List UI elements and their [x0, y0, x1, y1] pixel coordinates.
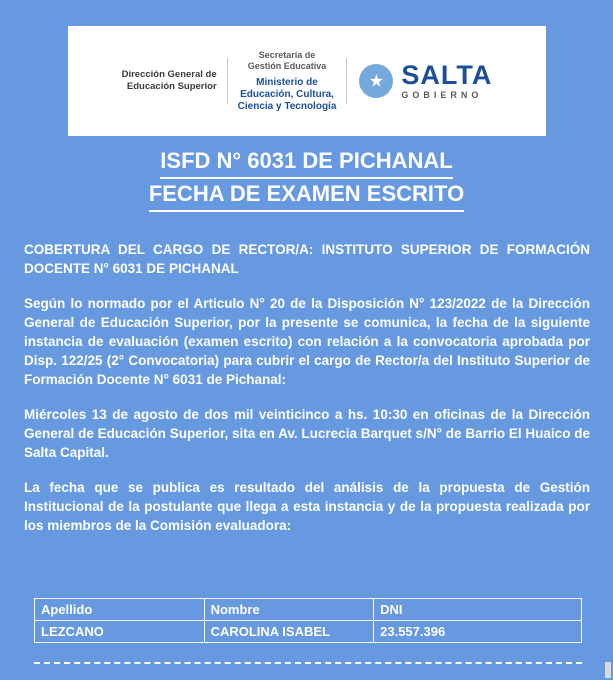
column-header-dni: DNI [374, 599, 582, 621]
cell-dni: 23.557.396 [374, 621, 582, 643]
column-header-apellido: Apellido [35, 599, 205, 621]
cell-nombre: CAROLINA ISABEL [204, 621, 374, 643]
letterhead-left-line2: Educación Superior [126, 81, 217, 92]
table-header-row [35, 599, 582, 621]
sun-emblem-icon [359, 64, 393, 98]
cell-apellido: LEZCANO [35, 621, 205, 643]
letterhead-content [122, 50, 493, 113]
letterhead-secretariat [238, 50, 337, 72]
candidates-table [34, 598, 582, 643]
candidates-table-wrapper [34, 598, 582, 643]
page-title-line1-wrap [0, 146, 613, 179]
page-title-line2-wrap [0, 179, 613, 212]
paragraph-subject: COBERTURA DEL CARGO DE RECTOR/A: INSTITUTO SUPERIOR DE FORMACIÓN DOCENTE N° 6031 DE PICHANAL [24, 242, 590, 276]
brand-text [401, 62, 492, 100]
brand-name: SALTA [401, 60, 493, 90]
table-row [35, 621, 582, 643]
letterhead-ministry [238, 77, 337, 113]
page-title-line1: ISFD N° 6031 DE PICHANAL [160, 146, 452, 179]
brand-subtitle: GOBIERNO [401, 90, 483, 100]
letterhead-mid-top-line2: Gestión Educativa [247, 60, 327, 71]
letterhead-mid-top-line1: Secretaría de [258, 49, 316, 60]
table-head [35, 599, 582, 621]
document-body [24, 240, 590, 535]
column-header-nombre: Nombre [204, 599, 374, 621]
dashed-separator [34, 662, 582, 664]
page-title-line2: FECHA DE EXAMEN ESCRITO [149, 179, 464, 212]
paragraph-regulation: Según lo normado por el Articulo N° 20 de la Disposición N° 123/2022 de la Dirección General de Educación Superior, por la presente se comunica, la fecha de la siguiente instancia de evaluación (examen escrito) con relación a la convocatoria aprobada por Disp. 122/25 (2° Convocatoria) para cubrir el cargo de Rector/a del Instituto Superior de Formación Docente N° 6031 de Pichanal: [24, 296, 590, 387]
letterhead-brand-block [347, 62, 492, 100]
letterhead-mid-bot-line1: Ministerio de [256, 76, 318, 88]
paragraph-rationale: La fecha que se publica es resultado del análisis de la propuesta de Gestión Institucional de la postulante que llega a esta instancia y de la propuesta realizada por los miembros de la Comisión evaluadora: [24, 480, 590, 533]
page-title [0, 146, 613, 212]
letterhead-mid-bot-line2: Educación, Cultura, [240, 88, 334, 100]
letterhead-mid-bot-line3: Ciencia y Tecnología [237, 100, 337, 112]
paragraph-date-place: Miércoles 13 de agosto de dos mil veinticinco a hs. 10:30 en oficinas de la Dirección General de Educación Superior, sita en Av. Lucrecia Barquet s/N° de Barrio El Huaico de Salta Capital. [24, 407, 590, 460]
table-body [35, 621, 582, 643]
page-corner-mark [605, 662, 611, 678]
letterhead-ministry-block [228, 50, 347, 113]
letterhead-banner [68, 26, 546, 136]
letterhead-left-text [122, 69, 227, 93]
letterhead-left-line1: Dirección General de [121, 69, 217, 80]
